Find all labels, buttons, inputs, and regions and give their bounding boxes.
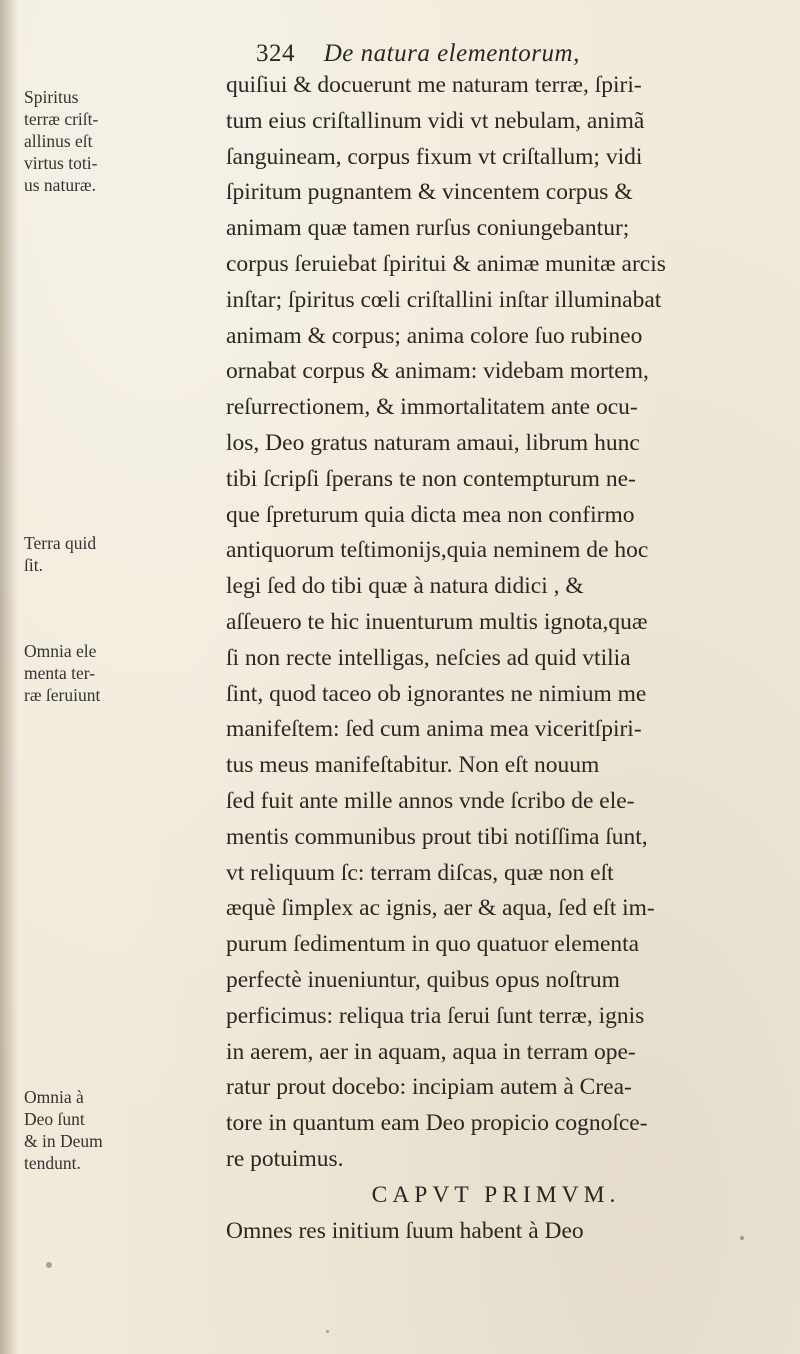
text-line: tibi ſcripſi ſperans te non contempturum ne-: [226, 465, 636, 492]
text-line: mentis communibus prout tibi notiſſima ſunt,: [226, 823, 648, 850]
text-line: aſſeuero te hic inuenturum multis ignota,quæ: [226, 608, 648, 635]
text-line: animam quæ tamen rurſus coniungebantur;: [226, 215, 630, 242]
margin-note-line: Spiritus: [24, 87, 79, 107]
text-line: Omnes res initium ſuum habent à Deo: [226, 1217, 584, 1244]
text-line: perfectè inueniuntur, quibus opus noſtrum: [226, 966, 620, 993]
text-line: purum ſedimentum in quo quatuor elementa: [226, 931, 640, 958]
margin-note-line: allinus eſt: [24, 131, 93, 151]
text-line: tum eius criſtallinum vidi vt nebulam, animã: [226, 107, 645, 134]
text-line: manifeſtem: ſed cum anima mea viceritſpiri-: [226, 716, 642, 743]
text-line: reſurrectionem, & immortalitatem ante ocu-: [226, 394, 638, 421]
paper-speck: [46, 1262, 52, 1268]
margin-note-terra: [24, 532, 96, 576]
margin-note-line: Omnia ele: [24, 641, 97, 661]
margin-note-line: Terra quid: [24, 533, 97, 553]
running-title: De natura elementorum,: [323, 40, 580, 67]
text-line: tus meus manifeſtabitur. Non eſt nouum: [226, 752, 600, 779]
text-line: ornabat corpus & animam: videbam mortem,: [226, 358, 649, 385]
chapter-heading: CAPVT PRIMVM.: [371, 1181, 621, 1208]
margin-note-line: terræ criſt-: [24, 109, 99, 129]
text-line: animam & corpus; anima colore ſuo rubineo: [226, 322, 643, 349]
text-line: quiſiui & docuerunt me naturam terræ, ſpiri-: [226, 72, 642, 98]
margin-note-line: tendunt.: [24, 1153, 81, 1173]
margin-note-line: virtus toti-: [24, 153, 98, 173]
page-gutter-shadow: [0, 0, 18, 1354]
margin-note-line: menta ter-: [24, 663, 96, 683]
text-line: ſint, quod taceo ob ignorantes ne nimium me: [226, 680, 647, 707]
text-line: re potuimus.: [226, 1145, 344, 1172]
paper-speck: [740, 1236, 744, 1240]
text-line: ſanguineam, corpus fixum vt criſtallum; vidi: [226, 143, 643, 170]
text-line: ſi non recte intelligas, neſcies ad quid vtilia: [226, 644, 631, 671]
text-line: vt reliquum ſc: terram diſcas, quæ non eſt: [226, 859, 614, 886]
main-text-block: [226, 68, 786, 1249]
text-line: ſed fuit ante mille annos vnde ſcribo de ele-: [226, 787, 635, 814]
margin-note-line: Omnia à: [24, 1087, 84, 1107]
margin-note-spiritus: [24, 86, 98, 196]
text-line: ſpiritum pugnantem & vincentem corpus &: [226, 179, 633, 206]
text-line: perficimus: reliqua tria ſerui ſunt terræ, ignis: [226, 1002, 645, 1029]
text-line: tore in quantum eam Deo propicio cognoſce-: [226, 1110, 648, 1137]
margin-note-omnia-deo: [24, 1086, 103, 1174]
margin-note-line: ræ ſeruiunt: [24, 685, 101, 705]
text-line: que ſpreturum quia dicta mea non confirmo: [226, 501, 635, 528]
margin-note-line: & in Deum: [24, 1131, 103, 1151]
text-line: corpus ſeruiebat ſpiritui & animæ munitæ arcis: [226, 250, 666, 277]
margin-note-line: Deo ſunt: [24, 1109, 85, 1129]
running-header: [256, 40, 580, 68]
text-line: inſtar; ſpiritus cœli criſtallini inſtar illuminabat: [226, 286, 662, 313]
margin-note-omnia-elementa: [24, 640, 100, 706]
paper-speck: [326, 1330, 329, 1333]
text-line: legi ſed do tibi quæ à natura didici , &: [226, 573, 584, 600]
text-line: in aerem, aer in aquam, aqua in terram ope-: [226, 1038, 636, 1065]
text-line: ratur prout docebo: incipiam autem à Crea-: [226, 1074, 632, 1101]
text-line: antiquorum teſtimonijs,quia neminem de hoc: [226, 537, 649, 564]
margin-note-line: us naturæ.: [24, 175, 96, 195]
text-line: æquè ſimplex ac ignis, aer & aqua, ſed eſt im-: [226, 895, 655, 922]
text-line: los, Deo gratus naturam amaui, librum hunc: [226, 429, 640, 456]
margin-note-line: ſit.: [24, 555, 43, 575]
page-number: 324: [256, 40, 295, 67]
